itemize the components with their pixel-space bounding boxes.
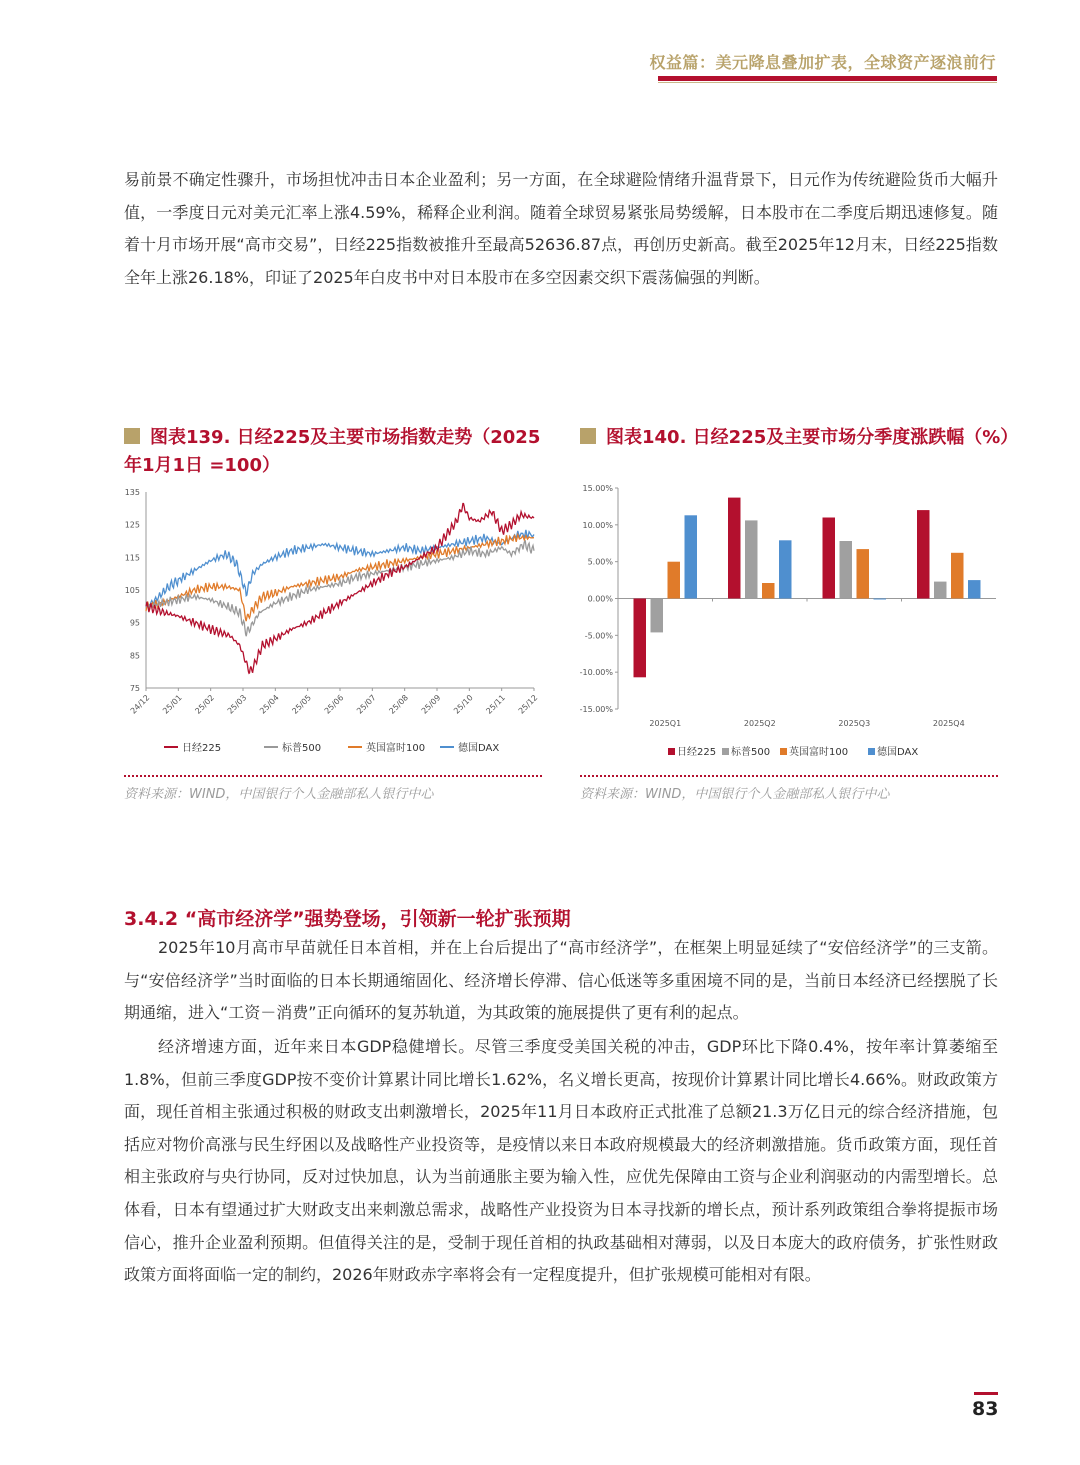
- figure-139-title-text: 图表139. 日经225及主要市场指数走势（2025年1月1日 =100）: [124, 427, 541, 476]
- bar-2025Q1-3: [668, 562, 681, 599]
- bar-2025Q1-4: [685, 515, 698, 598]
- x-category-label: 2025Q2: [743, 719, 776, 728]
- x-category-label: 2025Q3: [838, 719, 871, 728]
- section-title: 3.4.2 “高市经济学”强势登场，引领新一轮扩张预期: [124, 908, 571, 930]
- legend-swatch: [868, 748, 875, 755]
- title-marker-icon: [580, 428, 596, 444]
- x-tick-label: 25/05: [290, 693, 314, 716]
- figure-139-line-chart: [118, 480, 548, 765]
- y-tick-label: 135: [124, 488, 140, 497]
- x-tick-label: 25/01: [161, 693, 184, 716]
- legend-label: 英国富时100: [366, 743, 426, 754]
- header-title: 权益篇：美元降息叠加扩表，全球资产逐浪前行: [649, 53, 996, 72]
- legend-label: 德国DAX: [458, 743, 500, 754]
- bar-2025Q3-3: [857, 549, 870, 598]
- bar-2025Q2-4: [779, 540, 792, 598]
- x-category-label: 2025Q4: [932, 719, 965, 728]
- y-tick-label: 95: [129, 618, 140, 628]
- figure-139-title: [124, 424, 544, 480]
- legend-swatch: [780, 748, 787, 755]
- legend-label: 标普500: [282, 743, 322, 754]
- intro-paragraph: 易前景不确定性骤升，市场担忧冲击日本企业盈利；另一方面，在全球避险情绪升温背景下，日元作为传统避险货币大幅升值，一季度日元对美元汇率上涨4.59%，稀释企业利润。随着全球贸易紧张局势缓解，日本股市在二季度后期迅速修复。随着十月市场开展“高市交易”，日经225指数被推升至最高52636.87点，再创历史新高。截至2025年12月末，日经225指数全年上涨26.18%，印证了2025年白皮书中对日本股市在多空因素交织下震荡偏强的判断。: [124, 170, 998, 287]
- y-tick-label: 75: [129, 684, 140, 693]
- legend-swatch: [722, 748, 729, 755]
- x-tick-label: 25/02: [193, 693, 217, 716]
- bar-2025Q4-3: [951, 553, 964, 599]
- legend-label: 英国富时100: [789, 747, 849, 758]
- figure-140-title: [580, 424, 1020, 452]
- y-tick-label: 125: [124, 520, 140, 530]
- y-tick-label: -5.00%: [584, 631, 613, 641]
- x-tick-label: 25/07: [355, 693, 378, 716]
- bar-2025Q3-2: [840, 541, 853, 599]
- legend-label: 日经225: [182, 743, 222, 754]
- page-number: 83: [972, 1398, 999, 1420]
- y-tick-label: 85: [129, 651, 140, 661]
- bar-2025Q4-1: [917, 510, 930, 598]
- figure-140-title-text: 图表140. 日经225及主要市场分季度涨跌幅（%）: [606, 427, 1019, 448]
- figure-140-divider: [580, 775, 998, 777]
- figure-140-bar-chart: [576, 478, 1000, 768]
- page-number-bar: [974, 1392, 998, 1395]
- x-tick-label: 25/11: [484, 693, 508, 716]
- x-tick-label: 25/04: [258, 693, 281, 716]
- y-tick-label: 0.00%: [587, 594, 613, 604]
- x-tick-label: 25/12: [516, 693, 540, 716]
- series-line-4: [146, 530, 534, 608]
- section-paragraph-1: 2025年10月高市早苗就任日本首相，并在上台后提出了“高市经济学”，在框架上明显延续了“安倍经济学”的三支箭。与“安倍经济学”当时面临的日本长期通缩固化、经济增长停滞、信心低迷等多重困境不同的是，当前日本经济已经摆脱了长期通缩，进入“工资－消费”正向循环的复苏轨道，为其政策的施展提供了更有利的起点。: [124, 938, 998, 1023]
- y-tick-label: 115: [124, 553, 140, 563]
- bar-2025Q2-3: [762, 583, 775, 599]
- x-tick-label: 25/08: [387, 693, 411, 716]
- legend-swatch: [668, 748, 675, 755]
- header-divider: [658, 76, 997, 81]
- figure-140-source: 资料来源：WIND，中国银行个人金融部私人银行中心: [580, 787, 890, 802]
- y-tick-label: -10.00%: [579, 668, 613, 678]
- legend-label: 标普500: [731, 747, 771, 758]
- section-paragraph-2: 经济增速方面，近年来日本GDP稳健增长。尽管三季度受美国关税的冲击，GDP环比下降0.4%，按年率计算萎缩至1.8%，但前三季度GDP按不变价计算累计同比增长1.62%，名义增长更高，按现价计算累计同比增长4.66%。财政政策方面，现任首相主张通过积极的财政支出刺激增长，2025年11月日本政府正式批准了总额21.3万亿日元的综合经济措施，包括应对物价高涨与民生纾困以及战略性产业投资等，是疫情以来日本政府规模最大的经济刺激措施。货币政策方面，现任首相主张政府与央行协同，反对过快加息，认为当前通胀主要为输入性，应优先保障由工资与企业利润驱动的内需型增长。总体看，日本有望通过扩大财政支出来刺激总需求，战略性产业投资为日本寻找新的增长点，预计系列政策组合拳将提振市场信心，推升企业盈利预期。但值得关注的是，受制于现任首相的执政基础相对薄弱，以及日本庞大的政府债务，扩张性财政政策方面将面临一定的制约，2026年财政赤字率将会有一定程度提升，但扩张规模可能相对有限。: [124, 1037, 998, 1285]
- bar-2025Q1-2: [651, 599, 664, 633]
- x-tick-label: 25/06: [322, 693, 346, 716]
- y-tick-label: 5.00%: [587, 557, 613, 567]
- bar-2025Q3-4: [874, 599, 887, 600]
- bar-2025Q3-1: [823, 518, 836, 599]
- x-tick-label: 25/10: [452, 693, 475, 716]
- y-tick-label: 105: [124, 586, 140, 595]
- bar-2025Q2-2: [745, 520, 758, 598]
- legend-label: 日经225: [677, 747, 717, 758]
- legend-label: 德国DAX: [877, 747, 919, 758]
- y-tick-label: 10.00%: [582, 520, 613, 530]
- y-tick-label: 15.00%: [582, 484, 613, 493]
- x-tick-label: 25/09: [419, 693, 443, 716]
- y-tick-label: -15.00%: [579, 705, 613, 714]
- bar-2025Q1-1: [634, 599, 647, 678]
- x-tick-label: 24/12: [128, 693, 152, 716]
- bar-2025Q4-2: [934, 582, 947, 599]
- figure-139-divider: [124, 775, 542, 777]
- header-divider-thin: [658, 82, 997, 83]
- x-category-label: 2025Q1: [649, 719, 682, 728]
- bar-2025Q2-1: [728, 498, 741, 599]
- title-marker-icon: [124, 428, 140, 444]
- figure-139-source: 资料来源：WIND，中国银行个人金融部私人银行中心: [124, 787, 434, 802]
- bar-2025Q4-4: [968, 580, 981, 598]
- x-tick-label: 25/03: [225, 693, 249, 716]
